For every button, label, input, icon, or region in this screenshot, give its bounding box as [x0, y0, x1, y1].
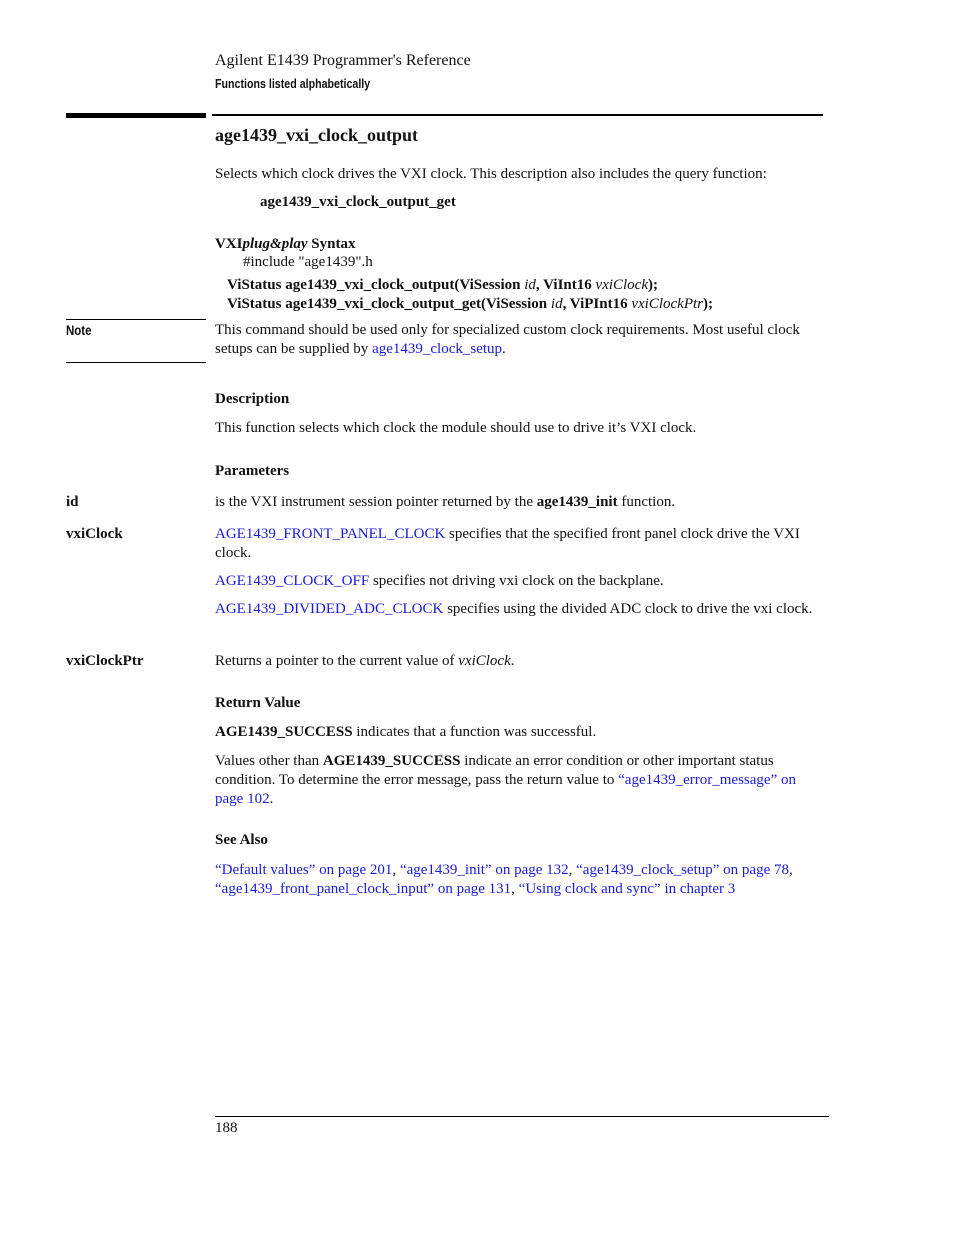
param-name-vxiclockptr: vxiClockPtr	[66, 653, 144, 669]
see-also-link-init[interactable]: “age1439_init” on page 132	[399, 862, 569, 878]
intro-text: Selects which clock drives the VXI clock. This description also includes the query function:	[215, 166, 767, 182]
return-value-heading: Return Value	[215, 695, 301, 711]
page-number: 188	[215, 1120, 238, 1136]
note-text: This command should be used only for specialized custom clock requirements. Most useful clock setups can be supplied by age1439_clock_setup.	[215, 322, 800, 357]
note-label: Note	[66, 322, 92, 338]
description-heading: Description	[215, 391, 290, 407]
note-rule-top	[66, 319, 206, 320]
link-clock-off[interactable]: AGE1439_CLOCK_OFF	[215, 573, 370, 589]
param-desc-vxiclock-2: AGE1439_CLOCK_OFF specifies not driving vxi clock on the backplane.	[215, 573, 664, 589]
see-also-link-front-panel-clock-input[interactable]: “age1439_front_panel_clock_input” on page 131	[215, 881, 512, 897]
see-also-links: “Default values” on page 201, “age1439_init” on page 132, “age1439_clock_setup” on page 78, “age1439_front_panel_clock_input” on page 131, “Using clock and sync” in chapter 3	[215, 862, 793, 897]
note-link-clock-setup[interactable]: age1439_clock_setup	[372, 341, 503, 357]
header-rule-thin	[212, 114, 823, 116]
see-also-link-clock-and-sync[interactable]: “Using clock and sync” in chapter 3	[518, 881, 736, 897]
return-value-success: AGE1439_SUCCESS indicates that a function was successful.	[215, 724, 597, 740]
prototype-line-1: ViStatus age1439_vxi_clock_output(ViSession id, ViInt16 vxiClock);	[227, 277, 659, 293]
include-line: #include "age1439".h	[243, 254, 373, 270]
see-also-link-default-values[interactable]: “Default values” on page 201	[215, 862, 393, 878]
return-value-errors: Values other than AGE1439_SUCCESS indicate an error condition or other important status condition. To determine the error message, pass the return value to “age1439_error_message” on page 102.	[215, 753, 796, 807]
link-front-panel-clock[interactable]: AGE1439_FRONT_PANEL_CLOCK	[215, 526, 446, 542]
see-also-heading: See Also	[215, 832, 268, 848]
param-desc-vxiclockptr: Returns a pointer to the current value of vxiClock.	[215, 653, 515, 669]
note-rule-bottom	[66, 362, 206, 363]
header-rule-thick	[66, 113, 206, 118]
param-desc-vxiclock-1: AGE1439_FRONT_PANEL_CLOCK specifies that the specified front panel clock drive the VXI clock.	[215, 526, 800, 561]
function-heading: age1439_vxi_clock_output	[215, 125, 419, 145]
link-error-message[interactable]: “age1439_error_message” on page 102	[215, 772, 796, 807]
query-function-name: age1439_vxi_clock_output_get	[260, 194, 456, 210]
syntax-heading: VXIplug&play Syntax	[215, 236, 356, 252]
section-subtitle: Functions listed alphabetically	[215, 76, 371, 91]
footer-rule	[215, 1116, 829, 1117]
see-also-link-clock-setup[interactable]: “age1439_clock_setup” on page 78	[576, 862, 789, 878]
param-name-id: id	[66, 494, 79, 510]
prototype-line-2: ViStatus age1439_vxi_clock_output_get(ViSession id, ViPInt16 vxiClockPtr);	[227, 296, 713, 312]
param-name-vxiclock: vxiClock	[66, 526, 123, 542]
param-desc-vxiclock-3: AGE1439_DIVIDED_ADC_CLOCK specifies using the divided ADC clock to drive the vxi clock.	[215, 601, 813, 617]
parameters-heading: Parameters	[215, 463, 290, 479]
document-title: Agilent E1439 Programmer's Reference	[215, 52, 471, 69]
param-desc-id: is the VXI instrument session pointer returned by the age1439_init function.	[215, 494, 676, 510]
link-divided-adc-clock[interactable]: AGE1439_DIVIDED_ADC_CLOCK	[215, 601, 444, 617]
description-text: This function selects which clock the module should use to drive it’s VXI clock.	[215, 420, 697, 436]
